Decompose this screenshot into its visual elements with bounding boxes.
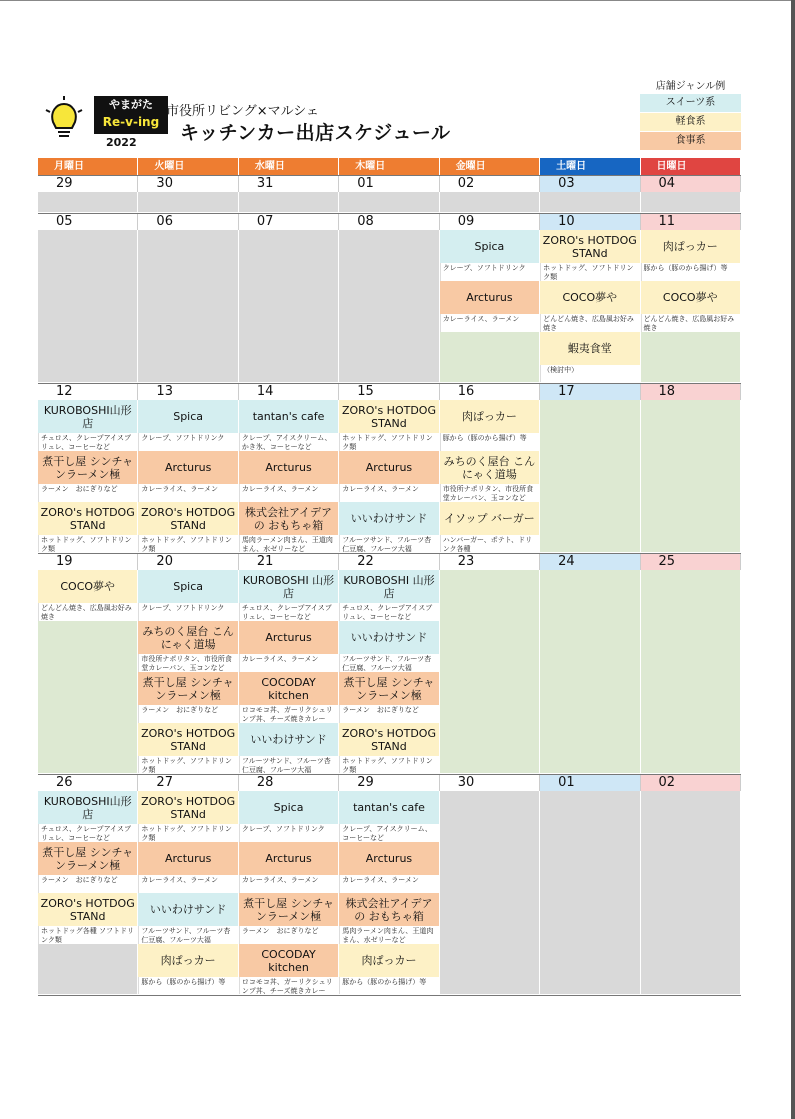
- shop-menu: クレープ、ソフトドリンク: [138, 603, 237, 621]
- day-cell[interactable]: [440, 192, 540, 213]
- shop-name: ZORO's HOTDOG STANd: [38, 502, 137, 535]
- day-cell[interactable]: [540, 400, 640, 553]
- shop-menu: ホットドッグ、ソフトドリンク類: [138, 824, 237, 842]
- shop-name: Arcturus: [138, 451, 237, 484]
- date-number: 15: [339, 384, 439, 400]
- shop-name: ZORO's HOTDOG STANd: [138, 723, 237, 756]
- shop-menu: クレープ、アイスクリーム、コーヒーなど: [339, 824, 438, 842]
- shop-menu: カレーライス、ラーメン: [239, 654, 338, 672]
- shop-menu: ホットドッグ、ソフトドリンク類: [38, 535, 137, 553]
- shop-name: KUROBOSHI山形店: [38, 400, 137, 433]
- shop-menu: ホットドッグ、ソフトドリンク類: [540, 263, 639, 281]
- day-cell[interactable]: [38, 570, 138, 774]
- date-number: 03: [540, 176, 640, 192]
- weekday-sat: 土曜日: [540, 158, 640, 175]
- shop-menu: 豚から（豚のから揚げ）等: [641, 263, 740, 281]
- weekday-wed: 水曜日: [239, 158, 339, 175]
- shop-name: tantan's cafe: [239, 400, 338, 433]
- day-cell[interactable]: [440, 791, 540, 995]
- shop-name: COCODAY kitchen: [239, 944, 338, 977]
- date-number: 14: [239, 384, 339, 400]
- shop-name: COCODAY kitchen: [239, 672, 338, 705]
- date-number: 05: [38, 214, 138, 230]
- date-number: 02: [641, 775, 741, 791]
- shop-name: Arcturus: [239, 842, 338, 875]
- date-row: [38, 214, 741, 230]
- weekday-mon: 月曜日: [38, 158, 138, 175]
- shop-name: KUROBOSHI 山形店: [239, 570, 338, 603]
- shop-name: Spica: [440, 230, 539, 263]
- shop-menu: クレープ、ソフトドリンク: [138, 433, 237, 451]
- shop-menu: どんどん焼き、広島風お好み焼き: [641, 314, 740, 332]
- date-number: 04: [641, 176, 741, 192]
- day-cell[interactable]: [339, 400, 439, 553]
- schedule-row: [38, 192, 741, 213]
- date-row: [38, 384, 741, 400]
- date-number: 02: [440, 176, 540, 192]
- logo: [38, 92, 160, 152]
- schedule-calendar: [38, 158, 741, 996]
- shop-name: Spica: [138, 570, 237, 603]
- shop-name: 煮干し屋 シンチャンラーメン極: [38, 451, 137, 484]
- day-cell[interactable]: [138, 400, 238, 553]
- date-number: 10: [540, 214, 640, 230]
- day-cell[interactable]: [239, 570, 339, 774]
- shop-name: ZORO's HOTDOG STANd: [339, 400, 438, 433]
- weekday-thu: 木曜日: [339, 158, 439, 175]
- shop-name: いいわけサンド: [339, 621, 438, 654]
- day-cell[interactable]: [38, 400, 138, 553]
- calendar-bottom-border: [38, 995, 741, 996]
- schedule-row: [38, 791, 741, 995]
- day-cell[interactable]: [339, 230, 439, 383]
- week-5: [38, 774, 741, 995]
- shop-menu: カレーライス、ラーメン: [339, 875, 438, 893]
- shop-menu: クレープ、アイスクリーム、かき氷、コーヒーなど: [239, 433, 338, 451]
- day-cell[interactable]: [138, 230, 238, 383]
- shop-menu: 市役所ナポリタン、市役所食堂カレーパン、玉コンなど: [440, 484, 539, 502]
- shop-menu: フルーツサンド、フルーツ杏仁豆腐、フルーツ大福: [138, 926, 237, 944]
- logo-box: [94, 96, 168, 134]
- shop-name: 煮干し屋 シンチャンラーメン極: [339, 672, 438, 705]
- shop-menu: ロコモコ丼、ガーリクシュリンプ丼、チーズ焼きカレー: [239, 977, 338, 995]
- shop-menu: カレーライス、ラーメン: [138, 484, 237, 502]
- page-right-border: [791, 0, 795, 1119]
- date-number: 07: [239, 214, 339, 230]
- date-number: 25: [641, 554, 741, 570]
- shop-menu: ハンバーガー、ポテト、ドリンク各種: [440, 535, 539, 553]
- day-cell[interactable]: [440, 570, 540, 774]
- date-number: 12: [38, 384, 138, 400]
- day-cell[interactable]: [138, 570, 238, 774]
- day-cell[interactable]: [339, 192, 439, 213]
- shop-menu: どんどん焼き、広島風お好み焼き: [540, 314, 639, 332]
- shop-menu: ラーメン おにぎりなど: [239, 926, 338, 944]
- date-row: [38, 775, 741, 791]
- week-2: [38, 213, 741, 383]
- shop-menu: カレーライス、ラーメン: [138, 875, 237, 893]
- weeks-container: [38, 175, 741, 995]
- date-number: 31: [239, 176, 339, 192]
- logo-line1: やまがた: [109, 98, 153, 111]
- day-cell[interactable]: [440, 230, 540, 383]
- shop-name: Spica: [239, 791, 338, 824]
- date-number: 29: [339, 775, 439, 791]
- day-cell[interactable]: [38, 230, 138, 383]
- page-top-border: [0, 0, 795, 1]
- shop-menu: 豚から（豚のから揚げ）等: [440, 433, 539, 451]
- shop-menu: ラーメン おにぎりなど: [138, 705, 237, 723]
- shop-name: いいわけサンド: [138, 893, 237, 926]
- day-cell[interactable]: [641, 192, 741, 213]
- logo-year: 2022: [106, 136, 137, 149]
- shop-name: 煮干し屋 シンチャンラーメン極: [38, 842, 137, 875]
- logo-line2: Re-v-ing: [102, 115, 160, 129]
- day-cell[interactable]: [38, 192, 138, 213]
- shop-name: ZORO's HOTDOG STANd: [138, 502, 237, 535]
- day-cell[interactable]: [138, 791, 238, 995]
- day-cell[interactable]: [138, 192, 238, 213]
- page-title: キッチンカー出店スケジュール: [180, 122, 451, 144]
- shop-menu: チュロス、クレープアイスブリュレ、コーヒーなど: [339, 603, 438, 621]
- day-cell[interactable]: [540, 570, 640, 774]
- date-number: 13: [138, 384, 238, 400]
- day-cell[interactable]: [641, 570, 741, 774]
- shop-name: 肉ぱっカー: [339, 944, 438, 977]
- date-number: 27: [138, 775, 238, 791]
- shop-menu: ホットドッグ各種 ソフトドリンク類: [38, 926, 137, 944]
- date-number: 06: [138, 214, 238, 230]
- shop-menu: 豚から（豚のから揚げ）等: [339, 977, 438, 995]
- shop-name: Spica: [138, 400, 237, 433]
- shop-menu: ラーメン おにぎりなど: [38, 875, 137, 893]
- date-number: 30: [138, 176, 238, 192]
- schedule-row: [38, 400, 741, 553]
- shop-name: ZORO's HOTDOG STANd: [38, 893, 137, 926]
- shop-menu: フルーツサンド、フルーツ杏仁豆腐、フルーツ大福: [239, 756, 338, 774]
- shop-name: Arcturus: [339, 842, 438, 875]
- weekday-tue: 火曜日: [138, 158, 238, 175]
- weekday-header: [38, 158, 741, 175]
- shop-name: KUROBOSHI山形店: [38, 791, 137, 824]
- shop-name: いいわけサンド: [239, 723, 338, 756]
- shop-menu: フルーツサンド、フルーツ杏仁豆腐、フルーツ大福: [339, 654, 438, 672]
- date-number: 23: [440, 554, 540, 570]
- shop-menu: ロコモコ丼、ガーリクシュリンプ丼、チーズ焼きカレー: [239, 705, 338, 723]
- shop-name: ZORO's HOTDOG STANd: [138, 791, 237, 824]
- date-row: [38, 554, 741, 570]
- weekday-sun: 日曜日: [641, 158, 741, 175]
- shop-menu: ラーメン おにぎりなど: [339, 705, 438, 723]
- shop-name: 株式会社アイデアの おもちゃ箱: [339, 893, 438, 926]
- subtitle: 市役所リビング×マルシェ: [166, 104, 320, 119]
- shop-name: KUROBOSHI 山形店: [339, 570, 438, 603]
- shop-menu: ラーメン おにぎりなど: [38, 484, 137, 502]
- day-cell[interactable]: [239, 192, 339, 213]
- shop-name: 煮干し屋 シンチャンラーメン極: [138, 672, 237, 705]
- shop-menu: 市役所ナポリタン、市役所食堂カレーパン、玉コンなど: [138, 654, 237, 672]
- date-number: 24: [540, 554, 640, 570]
- day-cell[interactable]: [239, 400, 339, 553]
- shop-menu: クレープ、ソフトドリンク: [440, 263, 539, 281]
- shop-name: ZORO's HOTDOG STANd: [540, 230, 639, 263]
- date-number: 16: [440, 384, 540, 400]
- shop-menu: チュロス、クレープアイスブリュレ、コーヒーなど: [239, 603, 338, 621]
- genre-legend: [640, 80, 741, 151]
- date-number: 17: [540, 384, 640, 400]
- shop-name: いいわけサンド: [339, 502, 438, 535]
- day-cell[interactable]: [339, 570, 439, 774]
- day-cell[interactable]: [339, 791, 439, 995]
- date-number: 28: [239, 775, 339, 791]
- date-number: 08: [339, 214, 439, 230]
- shop-name: COCO夢や: [540, 281, 639, 314]
- legend-item-light: 軽食系: [640, 113, 741, 131]
- shop-name: tantan's cafe: [339, 791, 438, 824]
- shop-name: Arcturus: [239, 621, 338, 654]
- schedule-row: [38, 230, 741, 383]
- shop-name: Arcturus: [138, 842, 237, 875]
- shop-menu: フルーツサンド、フルーツ杏仁豆腐、フルーツ大福: [339, 535, 438, 553]
- shop-menu: カレーライス、ラーメン: [339, 484, 438, 502]
- weekday-fri: 金曜日: [440, 158, 540, 175]
- shop-menu: チュロス、クレープアイスブリュレ、コーヒーなど: [38, 433, 137, 451]
- day-cell[interactable]: [641, 791, 741, 995]
- date-number: 09: [440, 214, 540, 230]
- shop-name: Arcturus: [440, 281, 539, 314]
- week-4: [38, 553, 741, 774]
- shop-name: 煮干し屋 シンチャンラーメン極: [239, 893, 338, 926]
- day-cell[interactable]: [641, 230, 741, 383]
- shop-name: Arcturus: [239, 451, 338, 484]
- shop-name: COCO夢や: [641, 281, 740, 314]
- shop-menu: カレーライス、ラーメン: [239, 484, 338, 502]
- day-cell[interactable]: [239, 230, 339, 383]
- shop-menu: 豚から（豚のから揚げ）等: [138, 977, 237, 995]
- legend-title: 店舗ジャンル例: [655, 81, 726, 92]
- date-number: 19: [38, 554, 138, 570]
- shop-menu: （検討中）: [540, 365, 639, 383]
- shop-name: COCO夢や: [38, 570, 137, 603]
- date-number: 18: [641, 384, 741, 400]
- date-number: 30: [440, 775, 540, 791]
- day-cell[interactable]: [239, 791, 339, 995]
- shop-name: Arcturus: [339, 451, 438, 484]
- day-cell[interactable]: [540, 230, 640, 383]
- shop-name: イソップ バーガー: [440, 502, 539, 535]
- shop-menu: クレープ、ソフトドリンク: [239, 824, 338, 842]
- lightbulb-icon: [44, 96, 88, 142]
- day-cell[interactable]: [540, 192, 640, 213]
- day-cell[interactable]: [540, 791, 640, 995]
- shop-name: みちのく屋台 こんにゃく道場: [138, 621, 237, 654]
- date-number: 26: [38, 775, 138, 791]
- date-number: 21: [239, 554, 339, 570]
- shop-menu: カレーライス、ラーメン: [440, 314, 539, 332]
- day-cell[interactable]: [38, 791, 138, 995]
- week-1: [38, 175, 741, 213]
- week-3: [38, 383, 741, 553]
- shop-menu: 馬肉ラーメン肉まん、王道肉まん、水ゼリーなど: [239, 535, 338, 553]
- date-number: 01: [540, 775, 640, 791]
- schedule-row: [38, 570, 741, 774]
- day-cell[interactable]: [440, 400, 540, 553]
- shop-menu: ホットドッグ、ソフトドリンク類: [339, 756, 438, 774]
- date-number: 29: [38, 176, 138, 192]
- shop-name: 肉ぱっカー: [641, 230, 740, 263]
- shop-menu: どんどん焼き、広島風お好み焼き: [38, 603, 137, 621]
- shop-menu: ホットドッグ、ソフトドリンク類: [138, 535, 237, 553]
- shop-name: 蝦夷食堂: [540, 332, 639, 365]
- day-cell[interactable]: [641, 400, 741, 553]
- date-number: 01: [339, 176, 439, 192]
- shop-menu: ホットドッグ、ソフトドリンク類: [339, 433, 438, 451]
- shop-name: ZORO's HOTDOG STANd: [339, 723, 438, 756]
- date-number: 11: [641, 214, 741, 230]
- shop-name: 株式会社アイデアの おもちゃ箱: [239, 502, 338, 535]
- legend-item-sweets: スイーツ系: [640, 94, 741, 112]
- date-number: 22: [339, 554, 439, 570]
- shop-name: 肉ぱっカー: [440, 400, 539, 433]
- date-number: 20: [138, 554, 238, 570]
- shop-menu: チュロス、クレープアイスブリュレ、コーヒーなど: [38, 824, 137, 842]
- shop-name: みちのく屋台 こんにゃく道場: [440, 451, 539, 484]
- date-row: [38, 176, 741, 192]
- legend-item-meal: 食事系: [640, 132, 741, 150]
- shop-menu: ホットドッグ、ソフトドリンク類: [138, 756, 237, 774]
- shop-name: 肉ぱっカー: [138, 944, 237, 977]
- shop-menu: 馬肉ラーメン肉まん、王道肉まん、水ゼリーなど: [339, 926, 438, 944]
- shop-menu: カレーライス、ラーメン: [239, 875, 338, 893]
